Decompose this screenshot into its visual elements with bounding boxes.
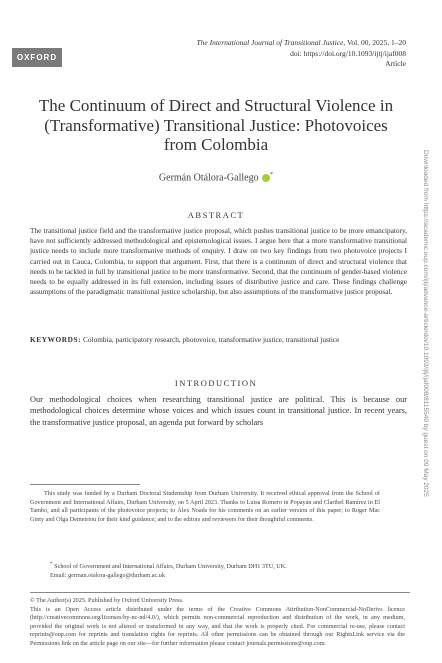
funding-footnote — [30, 490, 380, 524]
copyright-line: © The Author(s) 2025. Published by Oxford University Press. — [30, 597, 184, 604]
abstract-text: The transitional justice field and the transformative justice proposal, which pushes transitional justice to be more emancipatory, have not sufficiently addressed methodological and epistemological issues. I argue here that a more transformative transitional justice needs to include more transformative methods of enquiry. I draw on two key findings from two photovoice projects I carried out in Cauca, Colombia, to support that argument. First, that there is a continuum of direct and structural violence that needs to be tackled in full by transitional justice to be more transformative. Second, that the continuum of gender-based violence needs to be equally addressed in its full extension, including issues of distributive justice and care. These findings challenge assumptions of the paradigmatic transitional justice scholarship, but also assumptions of the transformative justice proposal. — [30, 226, 407, 297]
author-line — [30, 172, 402, 183]
affiliation-text: School of Government and International Affairs, Durham University, Durham DH1 3TU, UK. — [54, 563, 287, 571]
article-title: The Continuum of Direct and Structural Violence in (Transformative) Transitional Justice: Photovoices from Colombia — [38, 96, 394, 154]
oxford-logo: OXFORD — [12, 48, 62, 67]
download-sidebar — [422, 150, 434, 620]
license-text: This is an Open Access article distributed under the terms of the Creative Commons Attribution-NonCommercial-NoDerivs licence (http://creativecommons.org/licenses/by-nc-nd/4.0/), which permits non-commercial reproduction and distribution of the work, in any medium, provided the original work is not altered or transformed in any way, and that the work is properly cited. For commercial re-use, please contact reprints@oup.com for reprints and translation rights for reprints. All other permissions can be obtained through our RightsLink service via the Permissions link on the article page on our site—for further information please contact journals.permissions@oup.com. — [30, 605, 405, 647]
affiliation-row — [50, 560, 390, 572]
introduction-heading: INTRODUCTION — [174, 378, 258, 388]
orcid-icon[interactable] — [262, 174, 270, 182]
abstract-heading: ABSTRACT — [187, 210, 245, 220]
license-block — [30, 597, 405, 649]
footnote-divider — [30, 484, 140, 485]
affiliation-footnote — [30, 560, 390, 580]
introduction-text: Our methodological choices when researching transitional justice are political. This is because our methodological choices determine whose voices and which issues count in transitional justice. In recent years, the transformative justice proposal, an agenda put forward by scholars — [30, 395, 407, 427]
journal-header — [196, 38, 406, 70]
journal-citation — [196, 38, 406, 49]
funding-text: This study was funded by a Durham Doctoral Studentship from Durham University. It received ethical approval from the School of Government and International Affairs, Durham University, on 5 April 2023. Thanks to Luisa Romero in Popayán and Claribel Ramírez in El Tambo, and all participants of the photovoice projects; to Álex Noads for his comments on an earlier version of this paper; to Roger Mac Ginty and Olga Demetriou for their kind guidance; and to the editors and reviewers for their thoughtful comments. — [30, 490, 380, 523]
keywords-list: Colombia, participatory research, photovoice, transformative justice, transitional justice — [81, 335, 340, 344]
keywords — [30, 335, 407, 345]
journal-name: The International Journal of Transitional Justice — [196, 38, 344, 47]
license-divider — [30, 592, 410, 593]
author-name[interactable]: Germán Otálora-Gallego — [158, 172, 259, 184]
keywords-label: KEYWORDS: — [30, 335, 82, 344]
download-notice[interactable]: Downloaded from https://academic.oup.com/ijtj/advance-article/doi/10.1093/ijtj/ijaf008/8115540 by guest on 09 May 2025 — [422, 150, 429, 497]
author-footnote-mark: * — [270, 172, 274, 178]
journal-doi[interactable]: doi: https://doi.org/10.1093/ijtj/ijaf008 — [290, 48, 406, 58]
affiliation-mark: * — [50, 561, 53, 567]
journal-issue: , Vol. 00, 2025, 1–20 — [343, 38, 406, 47]
author-email[interactable]: Email: german.otalora-gallego@durham.ac.uk — [50, 571, 165, 579]
article-type: Article — [385, 59, 406, 68]
